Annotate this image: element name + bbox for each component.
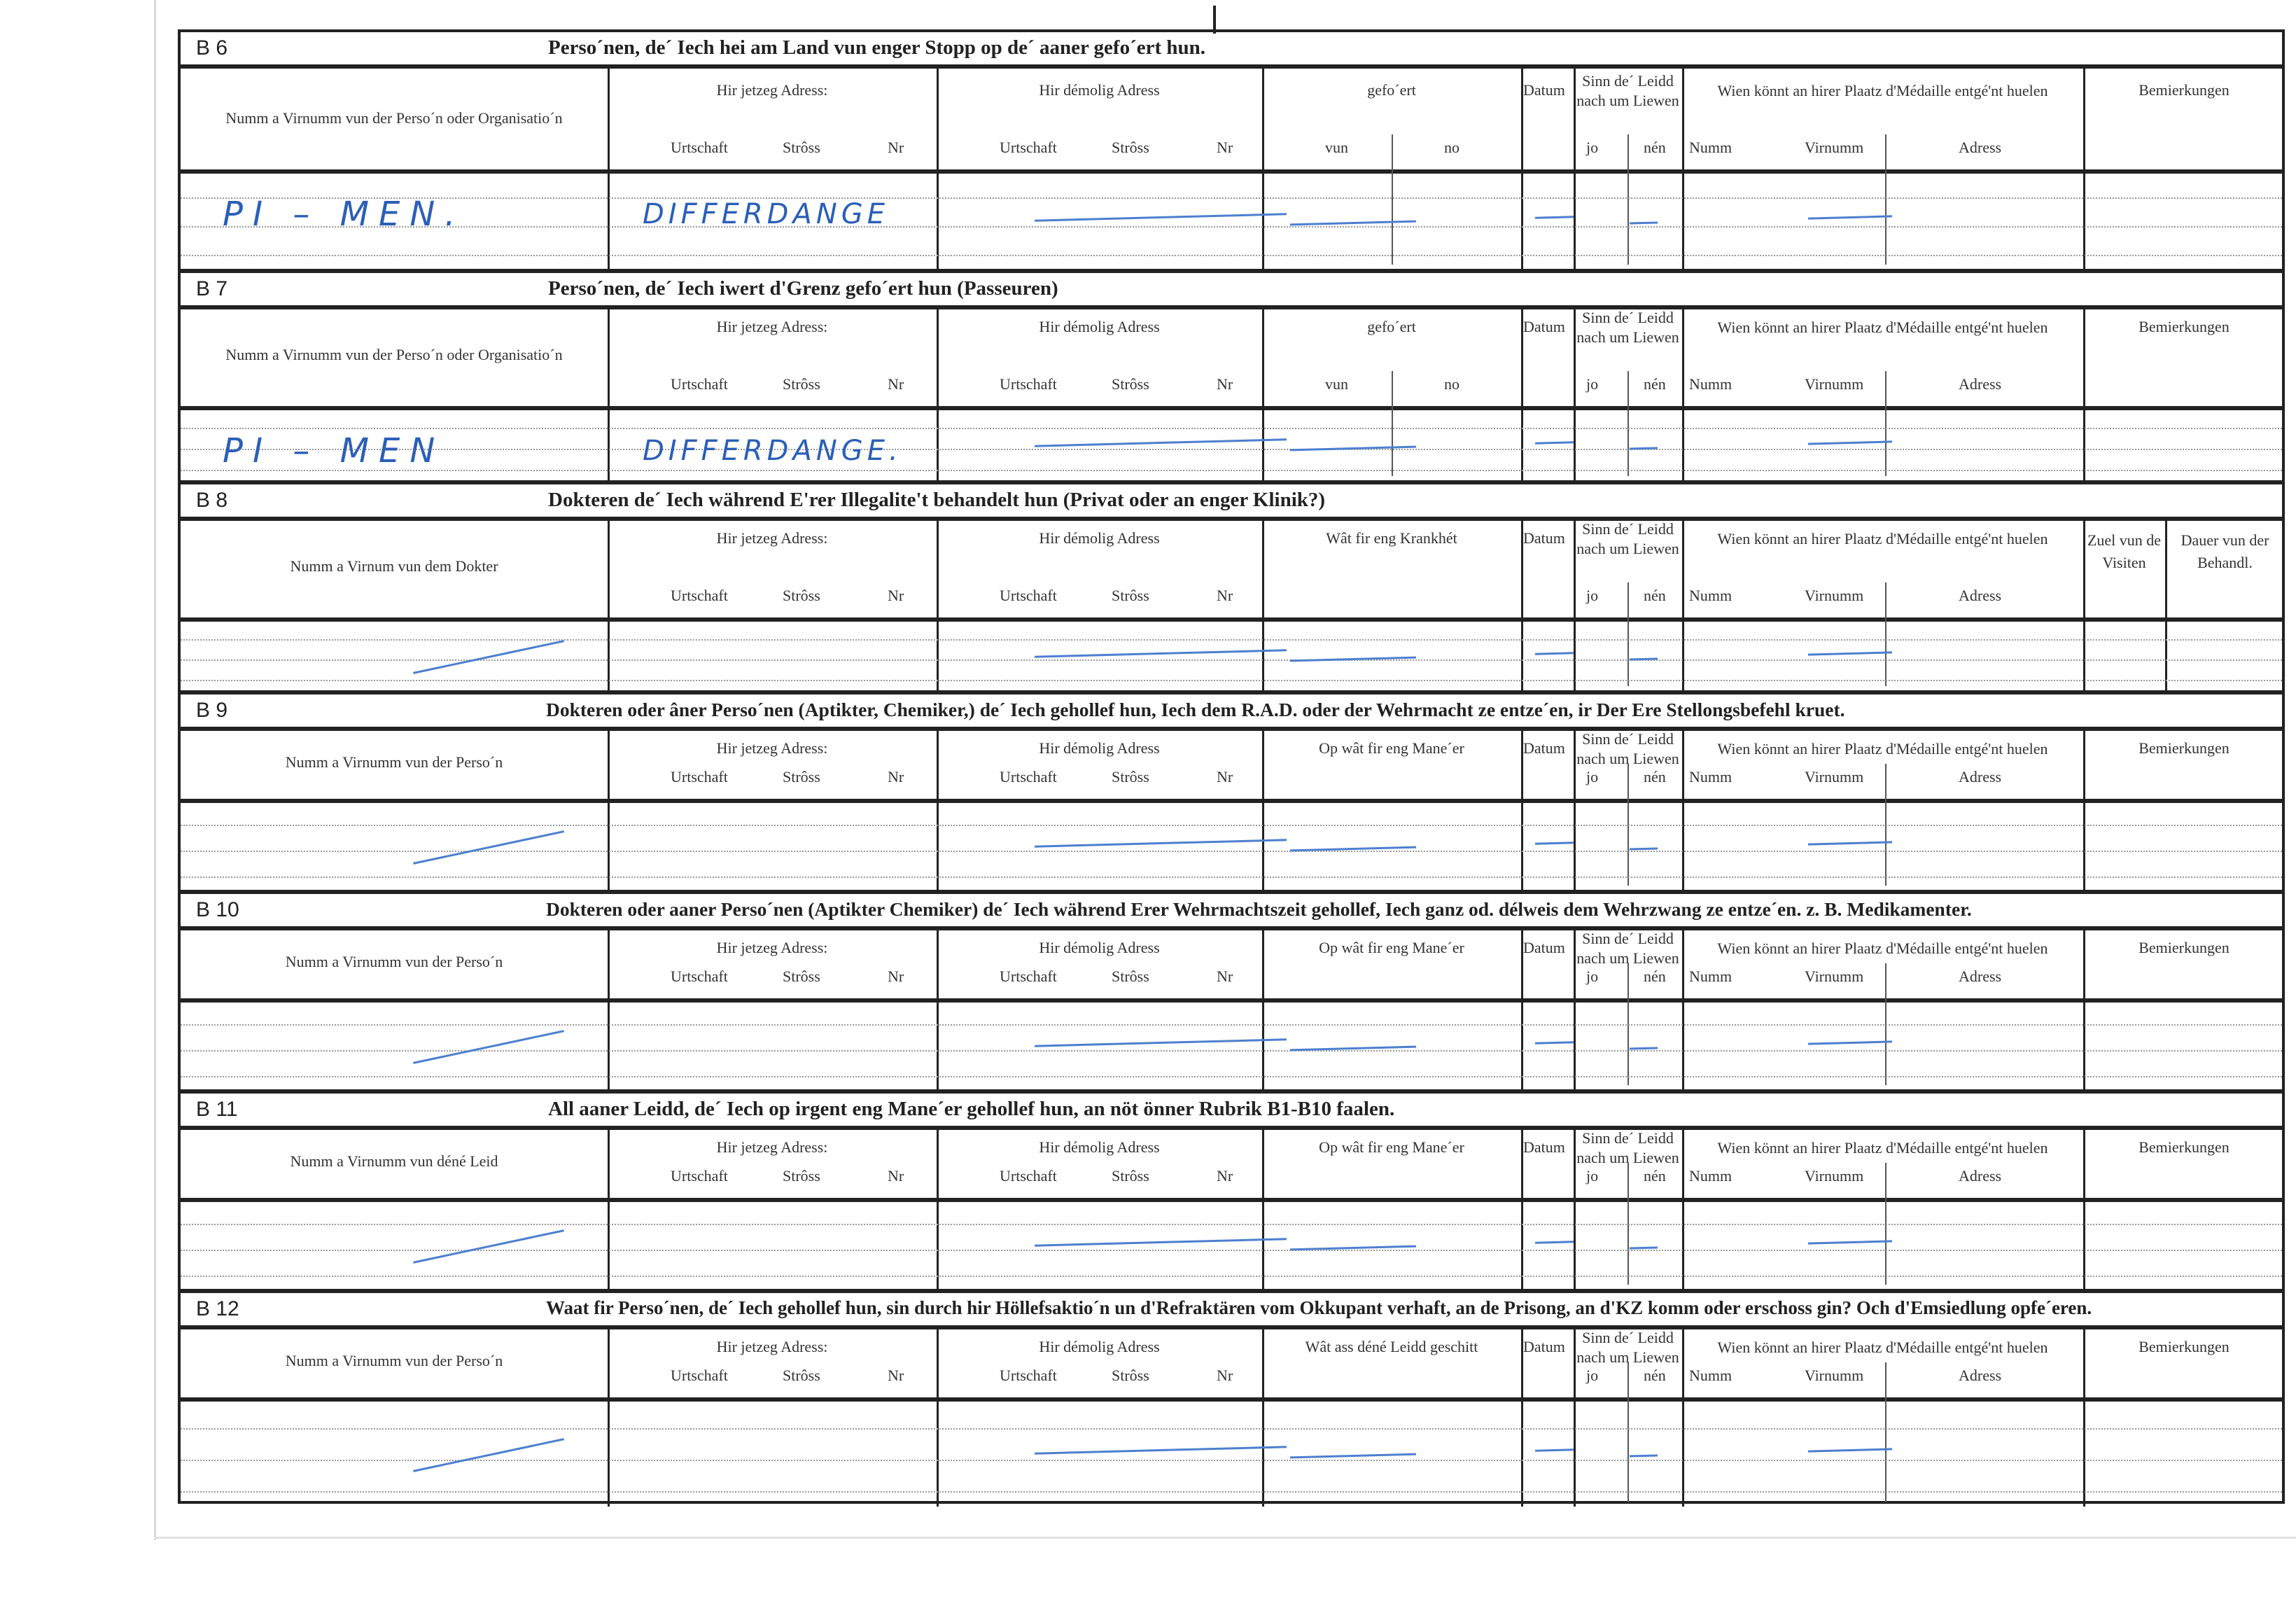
stross-label: Strôss: [1112, 1167, 1149, 1185]
medal-header: Wien könnt an hirer Plaatz d'Médaille entgé'nt huelen: [1717, 530, 2048, 547]
from-label: vun: [1325, 139, 1348, 156]
column-divider: [1574, 1126, 1576, 1289]
section-title: All aaner Leidd, de´ Iech op irgent eng Mane´er gehollef hun, an nöt önner Rubrik B1-B10 faalen.: [548, 1098, 1395, 1120]
section-heading: [181, 1089, 2282, 1130]
section-title: Waat fir Perso´nen, de´ Iech gehollef hun, sin durch hir Höllefsaktio´n un d'Refraktären vom Okkupant verhaft, an de Prisong, an d'KZ komm oder erschoss gin? Och d'Emsiedlung opfe´eren.: [546, 1297, 2092, 1318]
no-label: nén: [1644, 139, 1666, 156]
nr-label: Nr: [1217, 587, 1233, 604]
cancel-stroke: [1535, 216, 1574, 218]
column-divider: [1574, 926, 1576, 1089]
section-title: Perso´nen, de´ Iech hei am Land vun enger Stopp op de´ aaner gefo´ert hun.: [548, 36, 1206, 59]
surname-label: Numm: [1689, 1367, 1732, 1384]
column-divider: [1262, 69, 1264, 269]
column-divider: [1521, 517, 1523, 690]
column3-header: Wât fir eng Krankhét: [1326, 529, 1457, 547]
column-divider: [1521, 69, 1523, 269]
handwritten-name: PI – MEN: [223, 431, 445, 470]
column-divider: [937, 1126, 939, 1289]
nr-label: Nr: [888, 375, 904, 393]
column-divider: [1574, 305, 1576, 480]
entry-line[interactable]: [181, 851, 2282, 852]
nr-label: Nr: [888, 768, 904, 785]
yes-label: jo: [1586, 139, 1599, 156]
stross-label: Strôss: [1112, 587, 1149, 604]
cancel-stroke: [1035, 438, 1287, 447]
nr-label: Nr: [888, 1367, 904, 1384]
nr-label: Nr: [888, 968, 904, 985]
section-code: B 11: [196, 1098, 238, 1121]
nr-label: Nr: [1217, 375, 1233, 393]
urtschaft-label: Urtschaft: [1000, 768, 1057, 785]
urtschaft-label: Urtschaft: [671, 1167, 728, 1185]
column-divider: [608, 1126, 610, 1289]
cancel-stroke: [1808, 440, 1892, 445]
former-address-header: Hir démolig Adress: [1039, 529, 1160, 547]
surname-label: Numm: [1689, 587, 1732, 604]
handwritten-place: DIFFERDANGE.: [643, 435, 902, 467]
cancel-stroke: [1535, 441, 1574, 444]
entry-line[interactable]: [181, 877, 2282, 878]
cancel-stroke: [1535, 1448, 1574, 1451]
firstname-label: Virnumm: [1805, 375, 1864, 393]
still-alive-header: Sinn de´ Leidd nach um Liewen: [1576, 1129, 1679, 1166]
entry-line[interactable]: [181, 428, 2282, 429]
remarks-header: Bemierkungen: [2138, 739, 2230, 757]
cancel-stroke: [413, 830, 564, 865]
address-label: Adress: [1959, 1167, 2002, 1185]
cancel-stroke: [1035, 649, 1287, 657]
current-address-header: Hir jetzeg Adress:: [716, 939, 828, 956]
column-divider: [2083, 1325, 2085, 1507]
sub-divider: [1885, 1362, 1886, 1502]
column-divider: [1262, 1325, 1264, 1507]
firstname-label: Virnumm: [1805, 587, 1864, 604]
sub-divider: [1392, 371, 1393, 476]
date-header: Datum: [1523, 1138, 1565, 1156]
column-header-row: [181, 517, 2282, 622]
column-divider: [2083, 1126, 2085, 1289]
date-header: Datum: [1523, 81, 1565, 99]
entry-line[interactable]: [181, 639, 2282, 641]
column-divider: [937, 517, 939, 690]
stross-label: Strôss: [1112, 968, 1149, 985]
firstname-label: Virnumm: [1805, 1367, 1864, 1384]
sub-divider: [1885, 134, 1886, 265]
cancel-stroke: [1808, 1240, 1892, 1244]
column-divider: [1262, 727, 1264, 890]
entry-line[interactable]: [181, 1050, 2282, 1052]
remarks-header: Bemierkungen: [2138, 939, 2230, 956]
nr-label: Nr: [1217, 968, 1233, 985]
section-code: B 7: [196, 277, 228, 300]
column3-header: Op wât fir eng Mane´er: [1319, 1138, 1464, 1156]
current-address-header: Hir jetzeg Adress:: [716, 1138, 828, 1156]
section-heading: [181, 890, 2282, 930]
firstname-label: Virnumm: [1805, 1167, 1864, 1185]
current-address-header: Hir jetzeg Adress:: [716, 1338, 828, 1355]
visits-header: Zuel vun de Visiten: [2087, 531, 2162, 571]
section-b7: [181, 269, 2282, 480]
nr-label: Nr: [1217, 768, 1233, 785]
urtschaft-label: Urtschaft: [1000, 1367, 1057, 1384]
entry-line[interactable]: [181, 1276, 2282, 1277]
entry-line[interactable]: [181, 1460, 2282, 1461]
still-alive-header: Sinn de´ Leidd nach um Liewen: [1576, 520, 1679, 557]
medal-header: Wien könnt an hirer Plaatz d'Médaille entgé'nt huelen: [1717, 1139, 2048, 1157]
entry-line[interactable]: [181, 1250, 2282, 1251]
cancel-stroke: [1630, 1454, 1658, 1457]
date-header: Datum: [1523, 939, 1565, 956]
urtschaft-label: Urtschaft: [671, 768, 728, 785]
medal-header: Wien könnt an hirer Plaatz d'Médaille entgé'nt huelen: [1717, 740, 2048, 757]
name-column-header: Numm a Virnumm vun der Perso´n oder Organisatio´n: [225, 346, 563, 363]
yes-label: jo: [1586, 768, 1599, 785]
address-label: Adress: [1959, 139, 2002, 156]
cancel-stroke: [1035, 839, 1287, 847]
date-header: Datum: [1523, 318, 1565, 335]
column-divider: [1682, 1325, 1684, 1507]
paper-bottom-edge: [154, 1537, 2296, 1539]
section-b11: [181, 1089, 2282, 1289]
urtschaft-label: Urtschaft: [1000, 968, 1057, 985]
stross-label: Strôss: [783, 1367, 820, 1384]
nr-label: Nr: [888, 139, 904, 156]
date-header: Datum: [1523, 739, 1565, 757]
date-header: Datum: [1523, 529, 1565, 547]
cancel-stroke: [413, 1229, 564, 1264]
from-label: vun: [1325, 375, 1348, 393]
address-label: Adress: [1959, 768, 2002, 785]
cancel-stroke: [1535, 842, 1574, 844]
surname-label: Numm: [1689, 139, 1732, 156]
remarks-header: Bemierkungen: [2138, 1338, 2230, 1355]
column3-header: gefo´ert: [1367, 318, 1416, 335]
column-divider: [2083, 517, 2085, 690]
column-divider: [1262, 305, 1264, 480]
sub-divider: [1628, 371, 1629, 476]
section-heading: [181, 480, 2282, 521]
cancel-stroke: [1630, 1047, 1658, 1049]
to-label: no: [1444, 139, 1460, 156]
column3-header: Op wât fir eng Mane´er: [1319, 939, 1464, 956]
still-alive-header: Sinn de´ Leidd nach um Liewen: [1576, 309, 1679, 346]
medal-header: Wien könnt an hirer Plaatz d'Médaille entgé'nt huelen: [1717, 319, 2048, 336]
entry-line[interactable]: [181, 659, 2282, 661]
column-divider: [2083, 926, 2085, 1089]
medal-header: Wien könnt an hirer Plaatz d'Médaille entgé'nt huelen: [1717, 82, 2048, 99]
still-alive-header: Sinn de´ Leidd nach um Liewen: [1576, 1329, 1679, 1366]
entry-line[interactable]: [181, 449, 2282, 450]
no-label: nén: [1644, 587, 1666, 604]
cancel-stroke: [1535, 1041, 1574, 1044]
column-divider: [608, 926, 610, 1089]
sub-divider: [1628, 1362, 1629, 1502]
no-label: nén: [1644, 1167, 1666, 1185]
column-divider: [1262, 1126, 1264, 1289]
cancel-stroke: [1630, 847, 1658, 850]
cancel-stroke: [1035, 213, 1287, 221]
urtschaft-label: Urtschaft: [671, 1367, 728, 1384]
column-divider: [1682, 727, 1684, 890]
column-divider: [608, 305, 610, 480]
questionnaire-form: [178, 29, 2285, 1504]
column-header-row: [181, 1325, 2282, 1402]
column-header-row: [181, 1126, 2282, 1202]
entry-line[interactable]: [181, 1076, 2282, 1077]
current-address-header: Hir jetzeg Adress:: [716, 81, 828, 99]
firstname-label: Virnumm: [1805, 968, 1864, 985]
column-header-row: [181, 69, 2282, 174]
section-code: B 12: [196, 1297, 239, 1320]
no-label: nén: [1644, 375, 1666, 393]
former-address-header: Hir démolig Adress: [1039, 939, 1160, 956]
stross-label: Strôss: [1112, 139, 1149, 156]
stross-label: Strôss: [1112, 768, 1149, 785]
column-divider: [1262, 926, 1264, 1089]
entry-line[interactable]: [181, 255, 2282, 256]
column-divider: [1682, 1126, 1684, 1289]
cancel-stroke: [1808, 1448, 1892, 1452]
column-divider: [1521, 926, 1523, 1089]
urtschaft-label: Urtschaft: [671, 139, 728, 156]
section-code: B 6: [196, 36, 228, 60]
former-address-header: Hir démolig Adress: [1039, 1338, 1160, 1355]
current-address-header: Hir jetzeg Adress:: [716, 318, 828, 335]
cancel-stroke: [1630, 1246, 1658, 1249]
stross-label: Strôss: [783, 968, 820, 985]
surname-label: Numm: [1689, 375, 1732, 393]
column-divider: [1574, 69, 1576, 269]
address-label: Adress: [1959, 1367, 2002, 1384]
yes-label: jo: [1586, 1367, 1599, 1384]
column-divider: [1574, 1325, 1576, 1507]
column-divider: [2083, 69, 2085, 269]
surname-label: Numm: [1689, 768, 1732, 785]
column-divider: [937, 305, 939, 480]
cancel-stroke: [413, 640, 564, 674]
entry-line[interactable]: [181, 226, 2282, 228]
entry-line[interactable]: [181, 1491, 2282, 1493]
former-address-header: Hir démolig Adress: [1039, 318, 1160, 335]
stross-label: Strôss: [1112, 1367, 1149, 1384]
medal-header: Wien könnt an hirer Plaatz d'Médaille entgé'nt huelen: [1717, 1339, 2048, 1356]
still-alive-header: Sinn de´ Leidd nach um Liewen: [1576, 72, 1679, 109]
handwritten-place: DIFFERDANGE: [643, 198, 890, 230]
no-label: nén: [1644, 968, 1666, 985]
column-header-row: [181, 727, 2282, 803]
section-heading: [181, 690, 2282, 731]
entry-line[interactable]: [181, 825, 2282, 826]
stross-label: Strôss: [783, 139, 820, 156]
section-heading: [181, 269, 2282, 309]
section-title: Dokteren de´ Iech während E'rer Illegalite't behandelt hun (Privat oder an enger Klinik?): [548, 489, 1326, 511]
urtschaft-label: Urtschaft: [1000, 139, 1057, 156]
still-alive-header: Sinn de´ Leidd nach um Liewen: [1576, 930, 1679, 967]
date-header: Datum: [1523, 1338, 1565, 1355]
column-divider: [1682, 517, 1684, 690]
entry-line[interactable]: [181, 1024, 2282, 1026]
entry-line[interactable]: [181, 1224, 2282, 1225]
former-address-header: Hir démolig Adress: [1039, 1138, 1160, 1156]
section-heading: [181, 1289, 2282, 1329]
section-b10: [181, 890, 2282, 1089]
entry-line[interactable]: [181, 470, 2282, 471]
current-address-header: Hir jetzeg Adress:: [716, 529, 828, 547]
urtschaft-label: Urtschaft: [1000, 375, 1057, 393]
entry-line[interactable]: [181, 197, 2282, 199]
section-b9: [181, 690, 2282, 890]
cancel-stroke: [1808, 1040, 1892, 1045]
sub-divider: [1885, 582, 1886, 686]
section-title: Dokteren oder âner Perso´nen (Aptikter, Chemiker,) de´ Iech gehollef hun, Iech dem R.A.D. oder der Wehrmacht ze entze´en, ir Der Ere Stellongsbefehl kruet.: [546, 699, 1845, 720]
cancel-stroke: [1290, 221, 1416, 226]
column3-header: gefo´ert: [1367, 81, 1416, 99]
column-divider: [608, 517, 610, 690]
column-divider: [937, 926, 939, 1089]
name-column-header: Numm a Virnumm vun der Perso´n: [285, 753, 503, 771]
column-divider: [2083, 305, 2085, 480]
cancel-stroke: [1290, 1453, 1416, 1458]
name-column-header: Numm a Virnum vun dem Dokter: [290, 557, 498, 575]
column-divider: [608, 727, 610, 890]
nr-label: Nr: [888, 587, 904, 604]
nr-label: Nr: [888, 1167, 904, 1185]
column-divider: [1682, 926, 1684, 1089]
column-divider: [1521, 305, 1523, 480]
column3-header: Op wât fir eng Mane´er: [1319, 739, 1464, 757]
section-heading: [181, 32, 2282, 69]
address-label: Adress: [1959, 587, 2002, 604]
no-label: nén: [1644, 1367, 1666, 1384]
stross-label: Strôss: [783, 375, 820, 393]
surname-label: Numm: [1689, 1167, 1732, 1185]
former-address-header: Hir démolig Adress: [1039, 81, 1160, 99]
name-column-header: Numm a Virnumm vun déné Leid: [290, 1152, 498, 1170]
sub-divider: [1392, 134, 1393, 265]
current-address-header: Hir jetzeg Adress:: [716, 739, 828, 757]
stross-label: Strôss: [783, 768, 820, 785]
column-divider: [937, 1325, 939, 1507]
entry-line[interactable]: [181, 680, 2282, 681]
urtschaft-label: Urtschaft: [671, 375, 728, 393]
cancel-stroke: [1535, 652, 1574, 655]
former-address-header: Hir démolig Adress: [1039, 739, 1160, 757]
column-divider: [1521, 727, 1523, 890]
cancel-stroke: [413, 1438, 564, 1472]
column-header-row: [181, 305, 2282, 410]
name-column-header: Numm a Virnumm vun der Perso´n oder Organisatio´n: [225, 109, 563, 127]
firstname-label: Virnumm: [1805, 768, 1864, 785]
no-label: nén: [1644, 768, 1666, 785]
section-code: B 8: [196, 489, 228, 512]
to-label: no: [1444, 375, 1460, 393]
paper-edge: [154, 0, 156, 1540]
stross-label: Strôss: [783, 587, 820, 604]
urtschaft-label: Urtschaft: [671, 968, 728, 985]
surname-label: Numm: [1689, 968, 1732, 985]
column-divider: [608, 1325, 610, 1507]
stross-label: Strôss: [783, 1167, 820, 1185]
column-divider: [1521, 1126, 1523, 1289]
section-b8: [181, 480, 2282, 690]
sub-divider: [1885, 371, 1886, 476]
column3-header: Wât ass déné Leidd geschitt: [1305, 1338, 1478, 1355]
still-alive-header: Sinn de´ Leidd nach um Liewen: [1576, 730, 1679, 767]
nr-label: Nr: [1217, 1367, 1233, 1384]
column-header-row: [181, 926, 2282, 1003]
cancel-stroke: [1035, 1446, 1287, 1454]
column-divider: [1521, 1325, 1523, 1507]
section-code: B 9: [196, 699, 228, 722]
column-divider: [608, 69, 610, 269]
medal-header: Wien könnt an hirer Plaatz d'Médaille entgé'nt huelen: [1717, 940, 2048, 957]
remarks-header: Bemierkungen: [2138, 1138, 2230, 1156]
section-b12: [181, 1289, 2282, 1507]
entry-line[interactable]: [181, 1428, 2282, 1430]
column-divider: [2083, 727, 2085, 890]
urtschaft-label: Urtschaft: [1000, 587, 1057, 604]
handwritten-name: PI – MEN.: [223, 195, 465, 234]
yes-label: jo: [1586, 587, 1599, 604]
urtschaft-label: Urtschaft: [1000, 1167, 1057, 1185]
yes-label: jo: [1586, 968, 1599, 985]
cancel-stroke: [1630, 222, 1658, 225]
name-column-header: Numm a Virnumm vun der Perso´n: [285, 952, 503, 970]
column-divider: [937, 727, 939, 890]
section-title: Dokteren oder aaner Perso´nen (Aptikter Chemiker) de´ Iech während Erer Wehrmachtszeit gehollef, Iech ganz od. délweis dem Wehrzwang ze entze´en. z. B. Medikamenter.: [546, 898, 1972, 920]
name-column-header: Numm a Virnumm vun der Perso´n: [285, 1351, 503, 1369]
nr-label: Nr: [1217, 139, 1233, 156]
address-label: Adress: [1959, 375, 2002, 393]
cancel-stroke: [1035, 1238, 1287, 1246]
column-divider: [1574, 517, 1576, 690]
cancel-stroke: [1535, 1241, 1574, 1243]
firstname-label: Virnumm: [1805, 139, 1864, 156]
cancel-stroke: [413, 1030, 564, 1064]
section-b6: [181, 32, 2282, 269]
section-title: Perso´nen, de´ Iech iwert d'Grenz gefo´ert hun (Passeuren): [548, 277, 1058, 300]
cancel-stroke: [1808, 841, 1892, 845]
section-code: B 10: [196, 898, 239, 921]
cancel-stroke: [1808, 216, 1892, 220]
sub-divider: [1628, 582, 1629, 686]
sub-divider: [1628, 134, 1629, 265]
urtschaft-label: Urtschaft: [671, 587, 728, 604]
remarks-header: Bemierkungen: [2138, 81, 2230, 99]
duration-header: Dauer vun der Behandl.: [2180, 531, 2269, 571]
column-divider: [937, 69, 939, 269]
stross-label: Strôss: [1112, 375, 1149, 393]
yes-label: jo: [1586, 375, 1599, 393]
remarks-header: Bemierkungen: [2138, 318, 2230, 335]
column-divider: [1262, 517, 1264, 690]
yes-label: jo: [1586, 1167, 1599, 1185]
nr-label: Nr: [1217, 1167, 1233, 1185]
column-divider: [1682, 305, 1684, 480]
address-label: Adress: [1959, 968, 2002, 985]
column-divider: [2165, 517, 2167, 690]
column-divider: [1682, 69, 1684, 269]
cancel-stroke: [1035, 1038, 1287, 1047]
cancel-stroke: [1808, 652, 1892, 656]
column-divider: [1574, 727, 1576, 890]
